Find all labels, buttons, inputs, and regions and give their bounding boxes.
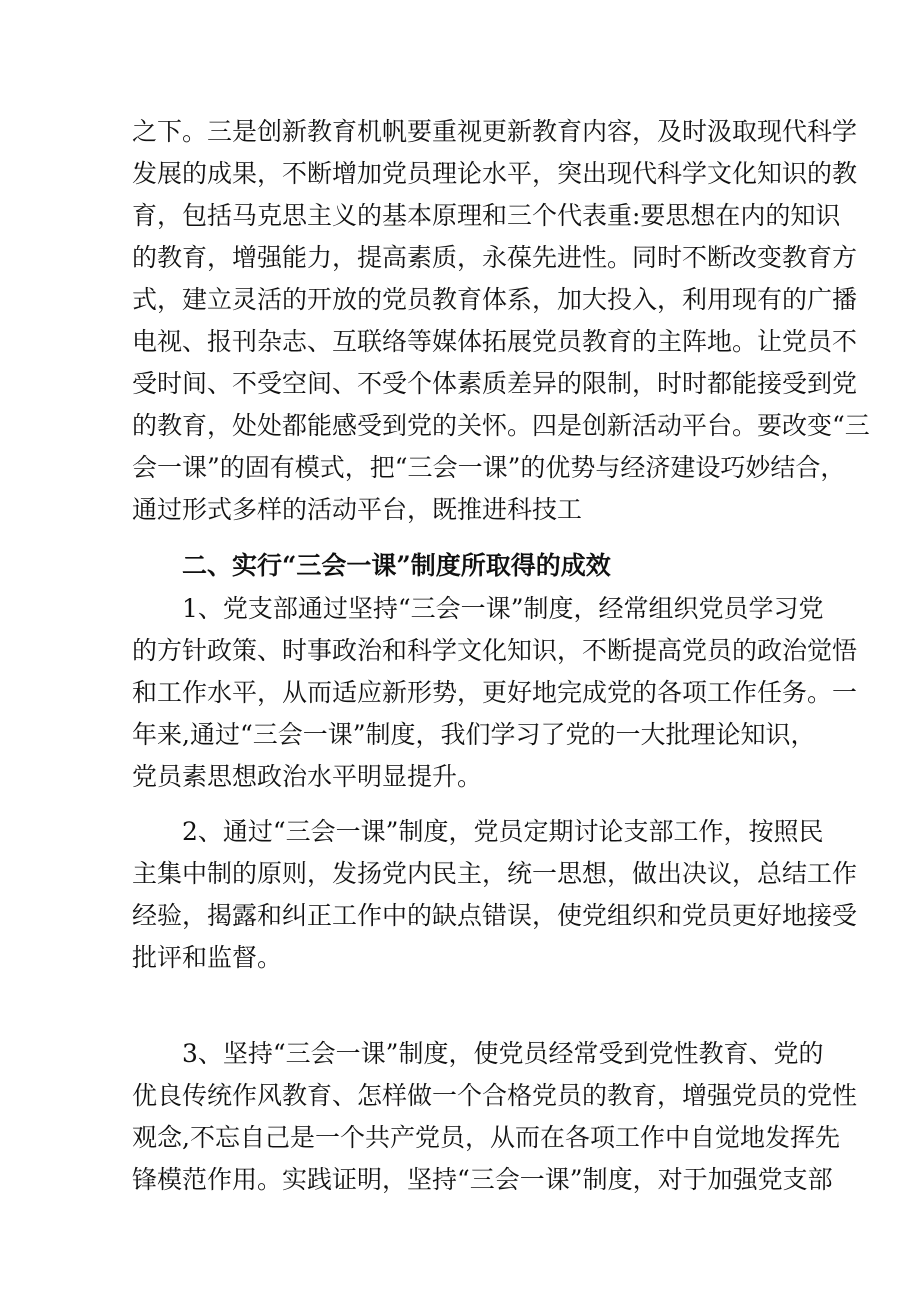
paragraph-continuation	[132, 111, 870, 531]
text-line: 育，包括马克思主义的基本原理和三个代表重:要思想在内的知识	[132, 201, 841, 230]
text-line: 发展的成果，不断增加党员理论水平，突出现代科学文化知识的教	[132, 159, 858, 188]
text-line: 之下。三是创新教育机帆要重视更新教育内容，及时汲取现代科学	[132, 117, 858, 146]
text-line: 和工作水平，从而适应新形势，更好地完成党的各项工作任务。一	[132, 678, 858, 707]
text-line: 的教育，增强能力，提高素质，永葆先进性。同时不断改变教育方	[132, 243, 858, 272]
text-line: 受时间、不受空间、不受个体素质差异的限制，时时都能接受到党	[132, 369, 858, 398]
text-line: 的方针政策、时事政治和科学文化知识，不断提高党员的政治觉悟	[132, 636, 858, 665]
text-line: 年来,通过“三会一课”制度，我们学习了党的一大批理论知识，	[132, 720, 816, 749]
text-line: 电视、报刊杂志、互联络等媒体拓展党员教育的主阵地。让党员不	[132, 327, 858, 356]
paragraph-item-3	[132, 1033, 858, 1201]
paragraph-item-1	[132, 588, 858, 798]
text-line: 党员素思想政治水平明显提升。	[132, 762, 483, 791]
paragraph-item-2	[132, 811, 858, 979]
text-line: 3、坚持“三会一课”制度，使党员经常受到党性教育、党的	[182, 1039, 824, 1068]
text-line: 式，建立灵活的开放的党员教育体系，加大投入，利用现有的广播	[132, 285, 858, 314]
text-line: 主集中制的原则，发扬党内民主，统一思想，做出决议，总结工作	[132, 859, 858, 888]
text-line: 2、通过“三会一课”制度，党员定期讨论支部工作，按照民	[182, 817, 824, 846]
text-line: 1、党支部通过坚持“三会一课”制度，经常组织党员学习党	[182, 594, 824, 623]
text-line: 经验，揭露和纠正工作中的缺点错误，使党组织和党员更好地接受	[132, 901, 858, 930]
text-line: 通过形式多样的活动平台，既推进科技工	[132, 495, 583, 524]
text-line: 观念,不忘自己是一个共产党员，从而在各项工作中自觉地发挥先	[132, 1123, 840, 1152]
text-line: 的教育，处处都能感受到党的关怀。四是创新活动平台。要改变“三	[132, 411, 870, 440]
section-heading: 二、实行“三会一课”制度所取得的成效	[182, 551, 611, 580]
text-line: 锋模范作用。实践证明，坚持“三会一课”制度，对于加强党支部	[132, 1165, 833, 1194]
text-line: 优良传统作风教育、怎样做一个合格党员的教育，增强党员的党性	[132, 1081, 858, 1110]
text-line: 批评和监督。	[132, 943, 283, 972]
section-heading-block	[132, 545, 796, 587]
text-line: 会一课”的固有模式，把“三会一课”的优势与经济建设巧妙结合，	[132, 453, 846, 482]
